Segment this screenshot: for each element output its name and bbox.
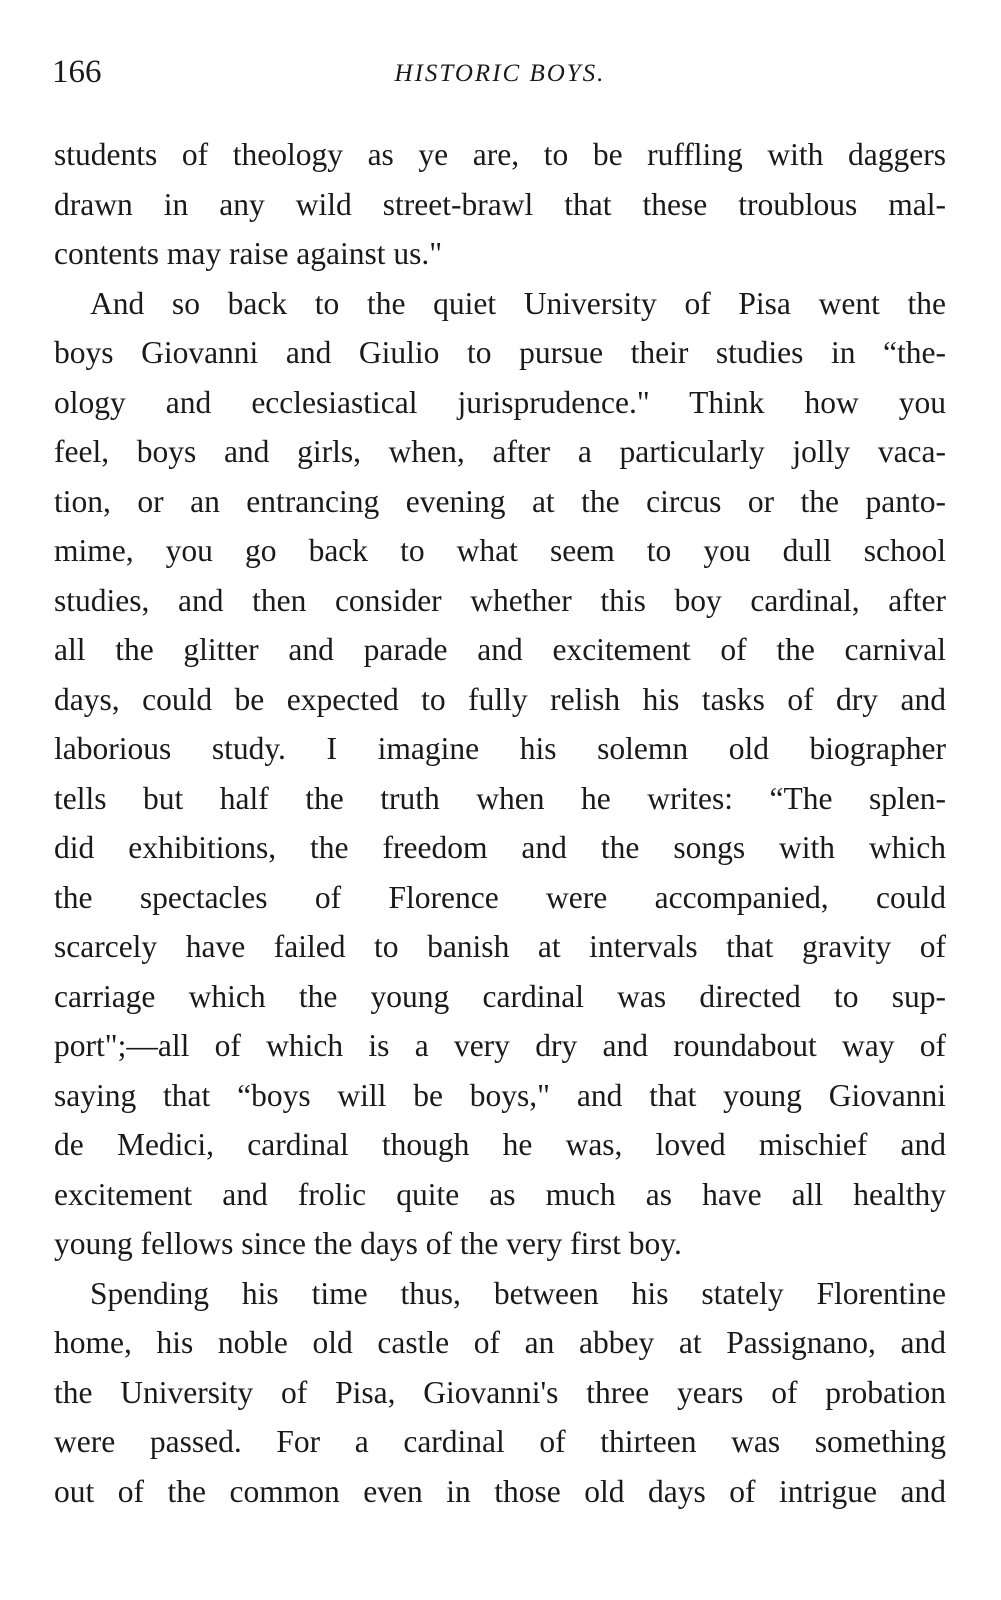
running-head xyxy=(52,52,948,92)
text-line: contents may raise against us." xyxy=(54,236,443,271)
text-line: were passed. For a cardinal of thirteen was something xyxy=(54,1424,946,1459)
text-line: saying that “boys will be boys," and that young Giovanni xyxy=(54,1077,946,1113)
text-line: feel, boys and girls, when, after a particularly jolly vaca- xyxy=(54,434,946,469)
text-line: tells but half the truth when he writes: “The splen- xyxy=(54,780,946,816)
text-line: de Medici, cardinal though he was, loved mischief and xyxy=(54,1127,946,1162)
page-number: 166 xyxy=(52,54,102,90)
text-line: scarcely have failed to banish at intervals that gravity of xyxy=(54,929,946,964)
text-line: port";—all of which is a very dry and roundabout way of xyxy=(54,1028,946,1063)
text-line: ology and ecclesiastical jurisprudence." Think how you xyxy=(54,384,946,420)
text-line: the University of Pisa, Giovanni's three years of probation xyxy=(54,1374,946,1410)
paragraph-3 xyxy=(54,1269,946,1517)
text-line: days, could be expected to fully relish his tasks of dry and xyxy=(54,681,946,717)
text-line: carriage which the young cardinal was directed to sup- xyxy=(54,978,946,1014)
text-line: laborious study. I imagine his solemn old biographer xyxy=(54,731,946,766)
text-line: drawn in any wild street-brawl that these troublous mal- xyxy=(54,186,946,222)
text-line: the spectacles of Florence were accompanied, could xyxy=(54,879,946,915)
text-line: boys Giovanni and Giulio to pursue their studies in “the- xyxy=(54,335,946,370)
text-line: excitement and frolic quite as much as have all healthy xyxy=(54,1176,946,1212)
text-line: studies, and then consider whether this boy cardinal, after xyxy=(54,582,946,618)
text-line: students of theology as ye are, to be ruffling with daggers xyxy=(54,137,946,172)
text-line: And so back to the quiet University of Pisa went the xyxy=(90,285,946,321)
text-line: young fellows since the days of the very first boy. xyxy=(54,1226,682,1261)
text-line: tion, or an entrancing evening at the circus or the panto- xyxy=(54,483,946,519)
paragraph-2 xyxy=(54,279,946,1269)
text-line: did exhibitions, the freedom and the songs with which xyxy=(54,830,946,865)
text-line: Spending his time thus, between his stately Florentine xyxy=(90,1275,946,1311)
running-title: HISTORIC BOYS. xyxy=(394,60,606,87)
text-line: mime, you go back to what seem to you dull school xyxy=(54,533,946,568)
text-line: out of the common even in those old days of intrigue and xyxy=(54,1473,946,1509)
text-line: home, his noble old castle of an abbey at Passignano, and xyxy=(54,1325,946,1360)
text-line: all the glitter and parade and excitement of the carnival xyxy=(54,632,946,667)
body-text xyxy=(54,130,946,1516)
paragraph-1 xyxy=(54,130,946,279)
